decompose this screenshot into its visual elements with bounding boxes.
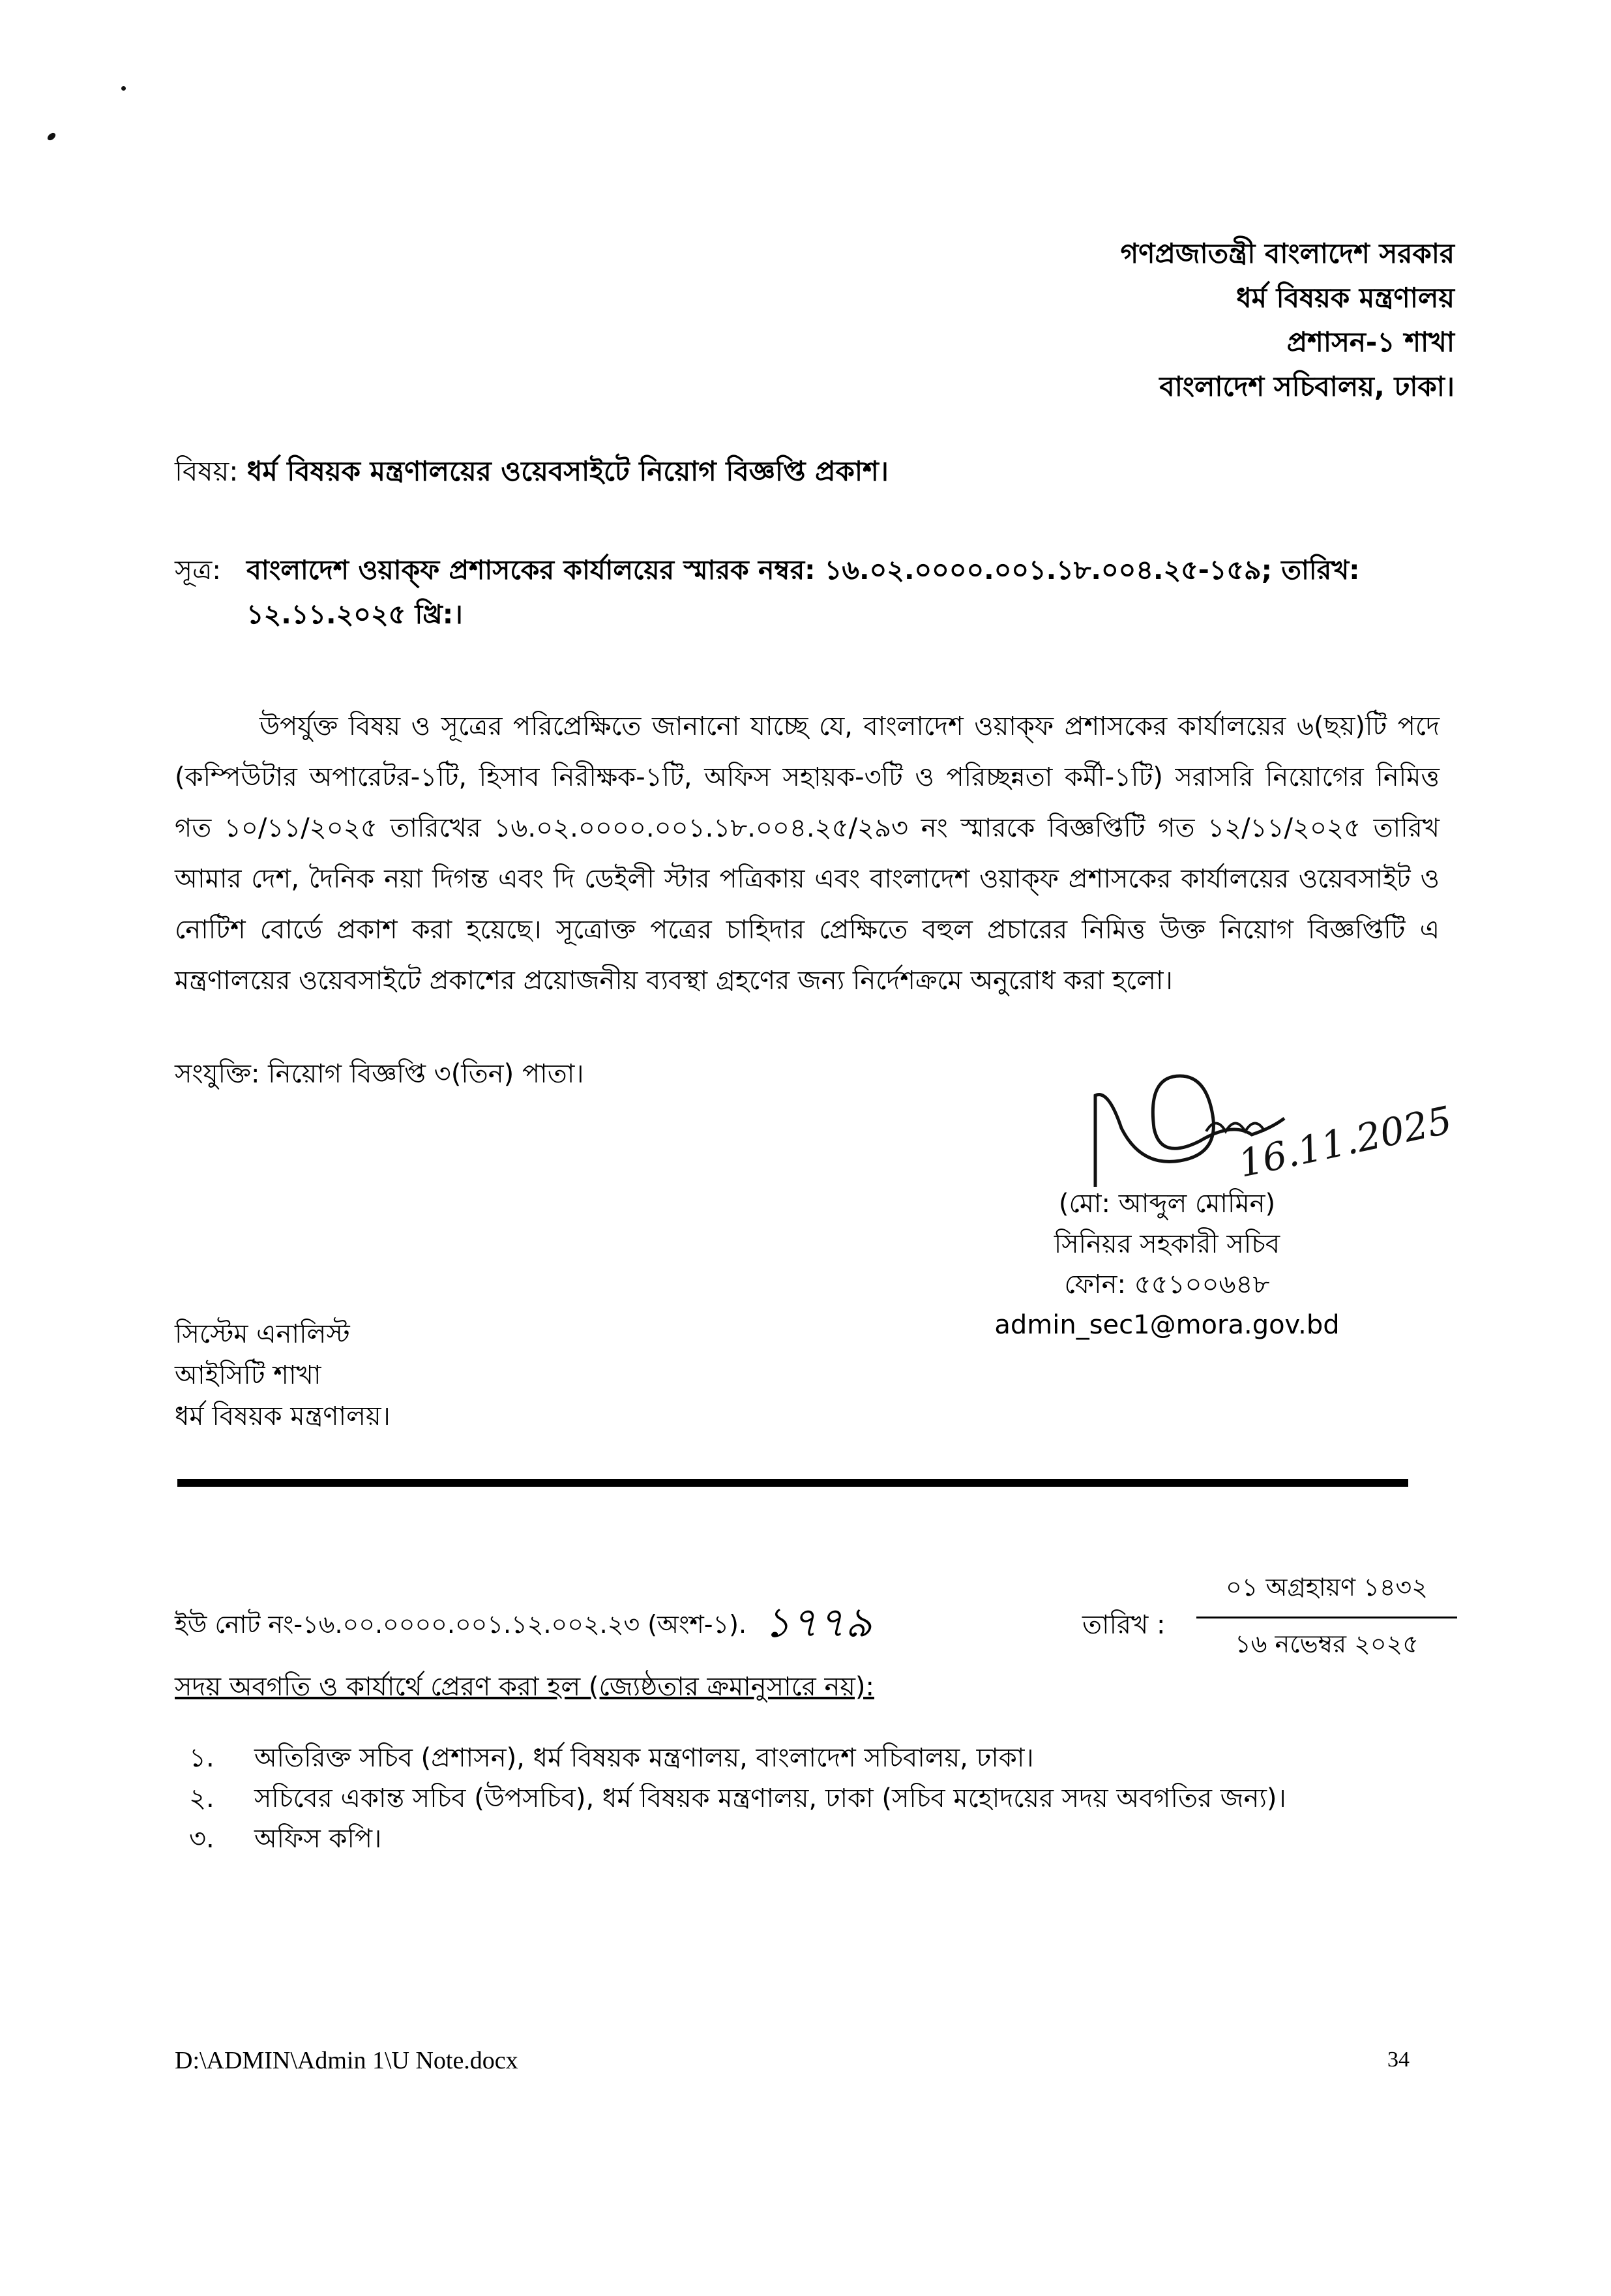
letterhead (1121, 231, 1455, 409)
unote-handwritten-number: ১৭৭৯ (763, 1599, 872, 1647)
recipient-block (175, 1314, 391, 1437)
date-gregorian: ১৬ নভেম্বর ২০২৫ (1235, 1630, 1419, 1658)
distribution-list (189, 1738, 1286, 1859)
signatory-name: (মো: আব্দুল মোমিন) (1058, 1189, 1276, 1219)
item-text: অফিস কপি। (254, 1824, 382, 1854)
reference-text: বাংলাদেশ ওয়াক্ফ প্রশাসকের কার্যালয়ের স্মারক নম্বর: ১৬.০২.০০০০.০০১.১৮.০০৪.২৫-১৫৯; তারিখ: (246, 554, 1360, 586)
item-number: ১. (189, 1743, 214, 1773)
item-text: অতিরিক্ত সচিব (প্রশাসন), ধর্ম বিষয়ক মন্ত্রণালয়, বাংলাদেশ সচিবালয়, ঢাকা। (254, 1743, 1034, 1773)
date-bangla: ০১ অগ্রহায়ণ ১৪৩২ (1196, 1568, 1457, 1618)
distribution-heading: সদয় অবগতি ও কার্যার্থে প্রেরণ করা হল (জ্যেষ্ঠতার ক্রমানুসারে নয়): (175, 1672, 874, 1702)
subject-line (175, 450, 889, 496)
subject-text: ধর্ম বিষয়ক মন্ত্রণালয়ের ওয়েবসাইটে নিয়োগ বিজ্ঞপ্তি প্রকাশ। (246, 455, 889, 487)
scan-speck (121, 86, 126, 91)
footer-page-number: 34 (1387, 2048, 1410, 2072)
date-label: তারিখ : (1082, 1610, 1166, 1640)
subject-label: বিষয়: (175, 455, 239, 487)
footer-file-path: D:\ADMIN\Admin 1\U Note.docx (175, 2047, 518, 2074)
handwritten-signature (1069, 1056, 1500, 1200)
item-number: ২. (189, 1783, 214, 1813)
recipient-branch: আইসিটি শাখা (175, 1360, 321, 1390)
scan-speck (46, 132, 57, 142)
section-divider (177, 1479, 1408, 1487)
reference-continuation: ১২.১১.২০২৫ খ্রি:। (246, 599, 463, 630)
signatory-email[interactable]: admin_sec1@mora.gov.bd (994, 1310, 1340, 1340)
distribution-item (189, 1819, 1286, 1859)
signature-date: 16.11.2025 (1234, 1097, 1456, 1186)
distribution-item (189, 1778, 1286, 1819)
item-text: সচিবের একান্ত সচিব (উপসচিব), ধর্ম বিষয়ক মন্ত্রণালয়, ঢাকা (সচিব মহোদয়ের সদয় অবগতির জন্য)। (254, 1783, 1286, 1813)
letterhead-government: গণপ্রজাতন্ত্রী বাংলাদেশ সরকার (1120, 237, 1455, 269)
signatory-phone: ফোন: ৫৫১০০৬৪৮ (1064, 1270, 1270, 1300)
recipient-ministry: ধর্ম বিষয়ক মন্ত্রণালয়। (175, 1401, 391, 1431)
body-paragraph: উপর্যুক্ত বিষয় ও সূত্রের পরিপ্রেক্ষিতে জানানো যাচ্ছে যে, বাংলাদেশ ওয়াক্ফ প্রশাসকের কার্যালয়ের ৬(ছয়)টি পদে (কম্পিউটার অপারেটর-১টি, হিসাব নিরীক্ষক-১টি, অফিস সহায়ক-৩টি ও পরিচ্ছন্নতা কর্মী-১টি) সরাসরি নিয়োগের নিমিত্ত গত ১০/১১/২০২৫ তারিখের ১৬.০২.০০০০.০০১.১৮.০০৪.২৫/২৯৩ নং স্মারকে বিজ্ঞপ্তিটি গত ১২/১১/২০২৫ তারিখ আমার দেশ, দৈনিক নয়া দিগন্ত এবং দি ডেইলী স্টার পত্রিকায় এবং বাংলাদেশ ওয়াক্ফ প্রশাসকের কার্যালয়ের ওয়েবসাইট ও নোটিশ বোর্ডে প্রকাশ করা হয়েছে। সূত্রোক্ত পত্রের চাহিদার প্রেক্ষিতে বহুল প্রচারের নিমিত্ত উক্ত নিয়োগ বিজ্ঞপ্তিটি এ মন্ত্রণালয়ের ওয়েবসাইটে প্রকাশের প্রয়োজনীয় ব্যবস্থা গ্রহণের জন্য নির্দেশক্রমে অনুরোধ করা হলো। (175, 711, 1440, 996)
item-number: ৩. (189, 1824, 214, 1854)
signatory-designation: সিনিয়র সহকারী সচিব (1054, 1229, 1280, 1259)
letterhead-address: বাংলাদেশ সচিবালয়, ঢাকা। (1159, 370, 1455, 402)
reference-label: সূত্র: (175, 554, 222, 586)
signatory-block (965, 1184, 1369, 1345)
letterhead-branch: প্রশাসন-১ শাখা (1286, 326, 1455, 358)
distribution-item (189, 1738, 1286, 1778)
recipient-title: সিস্টেম এনালিস্ট (175, 1319, 350, 1349)
letterhead-ministry: ধর্ম বিষয়ক মন্ত্রণালয় (1236, 282, 1455, 314)
date-block (1196, 1568, 1457, 1667)
unote-reference: ইউ নোট নং-১৬.০০.০০০০.০০১.১২.০০২.২৩ (অংশ-১). (175, 1610, 747, 1639)
unote-number (175, 1591, 872, 1661)
reference-block (175, 548, 1440, 636)
attachment-note: সংযুক্তি: নিয়োগ বিজ্ঞপ্তি ৩(তিন) পাতা। (175, 1059, 584, 1089)
